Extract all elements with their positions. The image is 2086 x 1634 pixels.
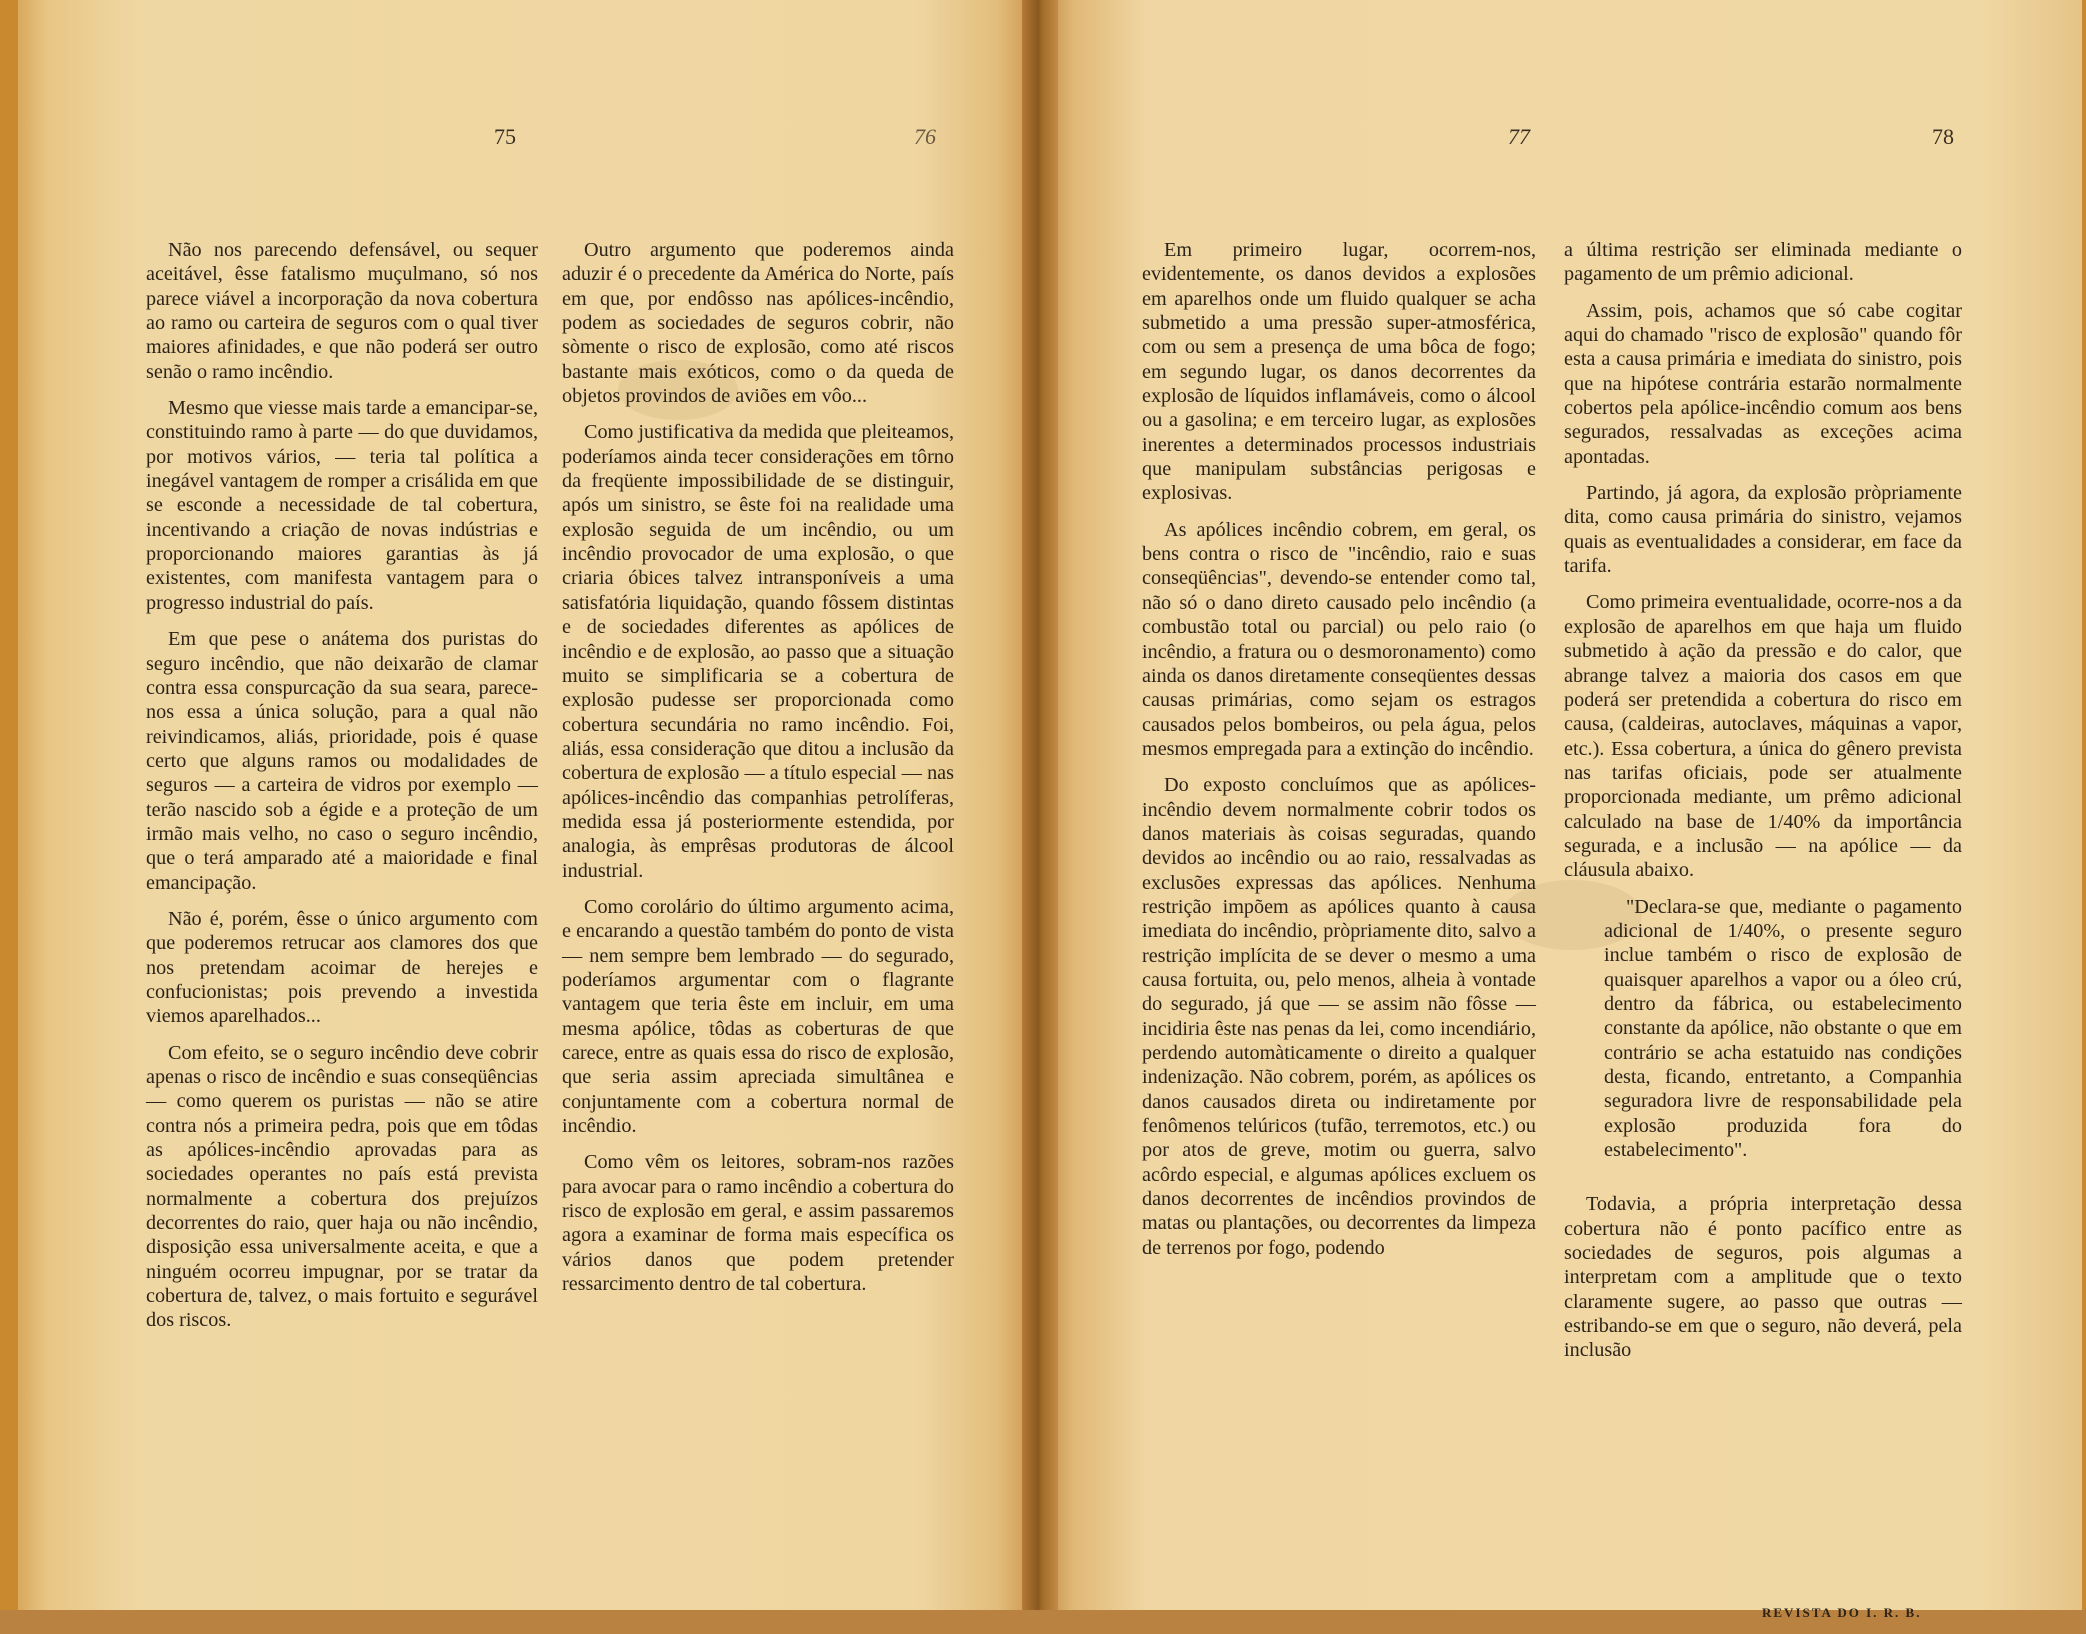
paragraph: Todavia, a própria interpretação dessa cobertura não é ponto pacífico entre as sociedades de seguros, pois algumas a interpretam com a amplitude que o texto claramente sugere, ao passo que outras — estribando-se em que o seguro, não deverá, pela inclusão [1564, 1193, 1962, 1362]
paragraph: Como corolário do último argumento acima, e encarando a questão também do ponto de vista — nem sempre bem lembrado — do segurado, poderíamos argumentar com o flagrante vantagem que teria êste em incluir, em uma mesma apólice, tôdas as coberturas de que carece, entre as quais essa do risco de explosão, que seria assim apreciada simultânea e conjuntamente com a cobertura normal de incêndio. [562, 895, 954, 1138]
paragraph: Assim, pois, achamos que só cabe cogitar aqui do chamado "risco de explosão" quando fôr esta a causa primária e imediata do sinistro, pois que na hipótese contrária estarão normalmente cobertos pela apólice-incêndio comum aos bens segurados, ressalvadas as exceções acima apontadas. [1564, 299, 1962, 468]
paragraph: Não é, porém, êsse o único argumento com que poderemos retrucar aos clamores dos que nos pretendam acoimar de herejes e confucionistas; pois prevendo a investida viemos aparelhados... [146, 907, 538, 1028]
paragraph: Mesmo que viesse mais tarde a emancipar-se, constituindo ramo à parte — do que duvidamos, por motivos vários, — teria tal política a inegável vantagem de romper a crisálida em que se esconde a necessidade de tal cobertura, incentivando a criação de novas indústrias e proporcionando maiores garantias às já existentes, com manifesta vantagem para o progresso industrial do país. [146, 397, 538, 614]
column-page-77 [1142, 238, 1536, 1272]
book-gutter [1022, 0, 1058, 1634]
column-page-75 [146, 238, 538, 1345]
paragraph: Do exposto concluímos que as apólices-incêndio devem normalmente cobrir todos os danos materiais às coisas seguradas, quando devidos ao incêndio ou ao raio, ressalvadas as exclusões expressas das apólices. Nenhuma restrição impõem as apólices quanto à causa imediata do incêndio, pròpriamente dito, salvo a restrição implícita de se dever o mesmo a uma causa fortuita, ou, pelo menos, alheia à vontade do segurado, já que — se assim não fôsse — incidiria êste nas penas da lei, como incendiário, perdendo automàticamente o direito a qualquer indenização. Não cobrem, porém, as apólices os danos causados direta ou indiretamente por fenômenos telúricos (tufão, terremotos, etc.) ou por atos de greve, motim ou guerra, salvo acôrdo especial, e algumas apólices excluem os danos decorrentes de incêndios provindos de matas ou plantações, ou decorrentes da limpeza de terrenos por fogo, podendo [1142, 774, 1536, 1259]
page-number-78: 78 [1932, 124, 1954, 149]
paragraph: Em primeiro lugar, ocorrem-nos, evidentemente, os danos devidos a explosões em aparelhos onde um fluido qualquer se acha submetido a uma pressão super-atmosférica, com ou sem a presença de uma bôca de fogo; em segundo lugar, os danos decorrentes da explosão de líquidos inflamáveis, como o álcool ou a gasolina; e em terceiro lugar, as explosões inerentes a determinados processos industriais que manipulam substâncias perigosas e explosivas. [1142, 239, 1536, 505]
paragraph: Com efeito, se o seguro incêndio deve cobrir apenas o risco de incêndio e suas conseqüências — como querem os puristas — não se atire contra nós a primeira pedra, pois que em tôdas as apólices-incêndio aprovadas para as sociedades operantes no país está prevista normalmente a cobertura dos prejuízos decorrentes do raio, quer haja ou não incêndio, disposição essa universalmente aceita, e que a ninguém ocorreu impugnar, por se tratar da cobertura de, talvez, o mais fortuito e segurável dos riscos. [146, 1041, 538, 1332]
page-number-76: 76 [914, 124, 936, 149]
clause-quote: "Declara-se que, mediante o pagamento adicional de 1/40%, o presente seguro inclue também o risco de explosão de quaisquer aparelhos a vapor ou a óleo crú, dentro da fábrica, ou estabelecimento constante da apólice, não obstante o que em contrário se acha estatuido nas condições desta, ficando, entretanto, a Companhia seguradora livre de responsabilidade pela explosão produzida fora do estabelecimento". [1604, 895, 1962, 1162]
paragraph: Como vêm os leitores, sobram-nos razões para avocar para o ramo incêndio a cobertura do risco de explosão em geral, e assim passaremos agora a examinar de forma mais específica os vários danos que podem pretender ressarcimento dentro de tal cobertura. [562, 1151, 954, 1296]
column-page-78 [1564, 238, 1962, 1375]
page-number-77: 77 [1508, 124, 1530, 149]
paragraph: Outro argumento que poderemos ainda aduzir é o precedente da América do Norte, país em que, por endôsso nas apólices-incêndio, podem as sociedades de seguros cobrir, não sòmente o risco de explosão, como até riscos bastante mais exóticos, como o da queda de objetos provindos de aviões em vôo... [562, 239, 954, 408]
journal-footer: REVISTA DO I. R. B. [1762, 1605, 1922, 1620]
page-number-75: 75 [494, 124, 516, 149]
paragraph: Como justificativa da medida que pleiteamos, poderíamos ainda tecer considerações em tôrno da freqüente impossibilidade de se distinguir, após um sinistro, se êste foi na realidade uma explosão seguida de um incêndio, ou um incêndio provocador de uma explosão, o que criaria óbices talvez intransponíveis a uma satisfatória liquidação, quando fôssem distintas e de sociedades diferentes as apólices de incêndio e de explosão, ao passo que a situação muito se simplificaria se a cobertura de explosão pudesse ser proporcionada como cobertura secundária no ramo incêndio. Foi, aliás, essa consideração que ditou a inclusão da cobertura de explosão — a título especial — nas apólices-incêndio das companhias petrolíferas, medida essa já posteriormente estendida, por analogia, às emprêsas produtoras de álcool industrial. [562, 421, 955, 882]
paragraph: Partindo, já agora, da explosão pròpriamente dita, como causa primária do sinistro, vejamos quais as eventualidades a considerar, em face da tarifa. [1564, 482, 1962, 578]
paragraph: Em que pese o anátema dos puristas do seguro incêndio, que não deixarão de clamar contra essa conspurcação da sua seara, parece-nos essa a única solução, para a qual não reivindicamos, aliás, prioridade, pois é quase certo que alguns ramos ou modalidades de seguros — a carteira de vidros por exemplo — terão nascido sob a égide e a proteção de um irmão mais velho, no caso o seguro incêndio, que o terá amparado até a maioridade e final emancipação. [146, 628, 538, 894]
paragraph: As apólices incêndio cobrem, em geral, os bens contra o risco de "incêndio, raio e suas conseqüências", devendo-se entender como tal, não só o dano direto causado pelo incêndio (a combustão total ou parcial) ou pelo raio (o incêndio, a fratura ou o desmoronamento) como ainda os danos diretamente conseqüentes dessas causas primárias, como sejam os estragos causados pelos bombeiros, ou pela água, pelos mesmos empregada para a extinção do incêndio. [1142, 518, 1536, 760]
paragraph: Como primeira eventualidade, ocorre-nos a da explosão de aparelhos em que haja um fluido submetido à ação da pressão e do calor, que abrange talvez a maioria dos casos em que poderá ser pretendida a cobertura do risco em causa, (caldeiras, autoclaves, máquinas a vapor, etc.). Essa cobertura, a única do gênero prevista nas tarifas oficiais, pode ser atualmente proporcionada mediante, um prêmo adicional calculado na base de 1/40% da importância segurada, e a inclusão — na apólice — da cláusula abaixo. [1564, 591, 1962, 882]
paragraph: Não nos parecendo defensável, ou sequer aceitável, êsse fatalismo muçulmano, só nos parece viável a incorporação da nova cobertura ao ramo ou carteira de seguros com o qual tiver maiores afinidades, e que não poderá ser outro senão o ramo incêndio. [146, 239, 538, 383]
paragraph: a última restrição ser eliminada mediante o pagamento de um prêmio adicional. [1564, 239, 1962, 286]
column-page-76 [562, 238, 954, 1308]
